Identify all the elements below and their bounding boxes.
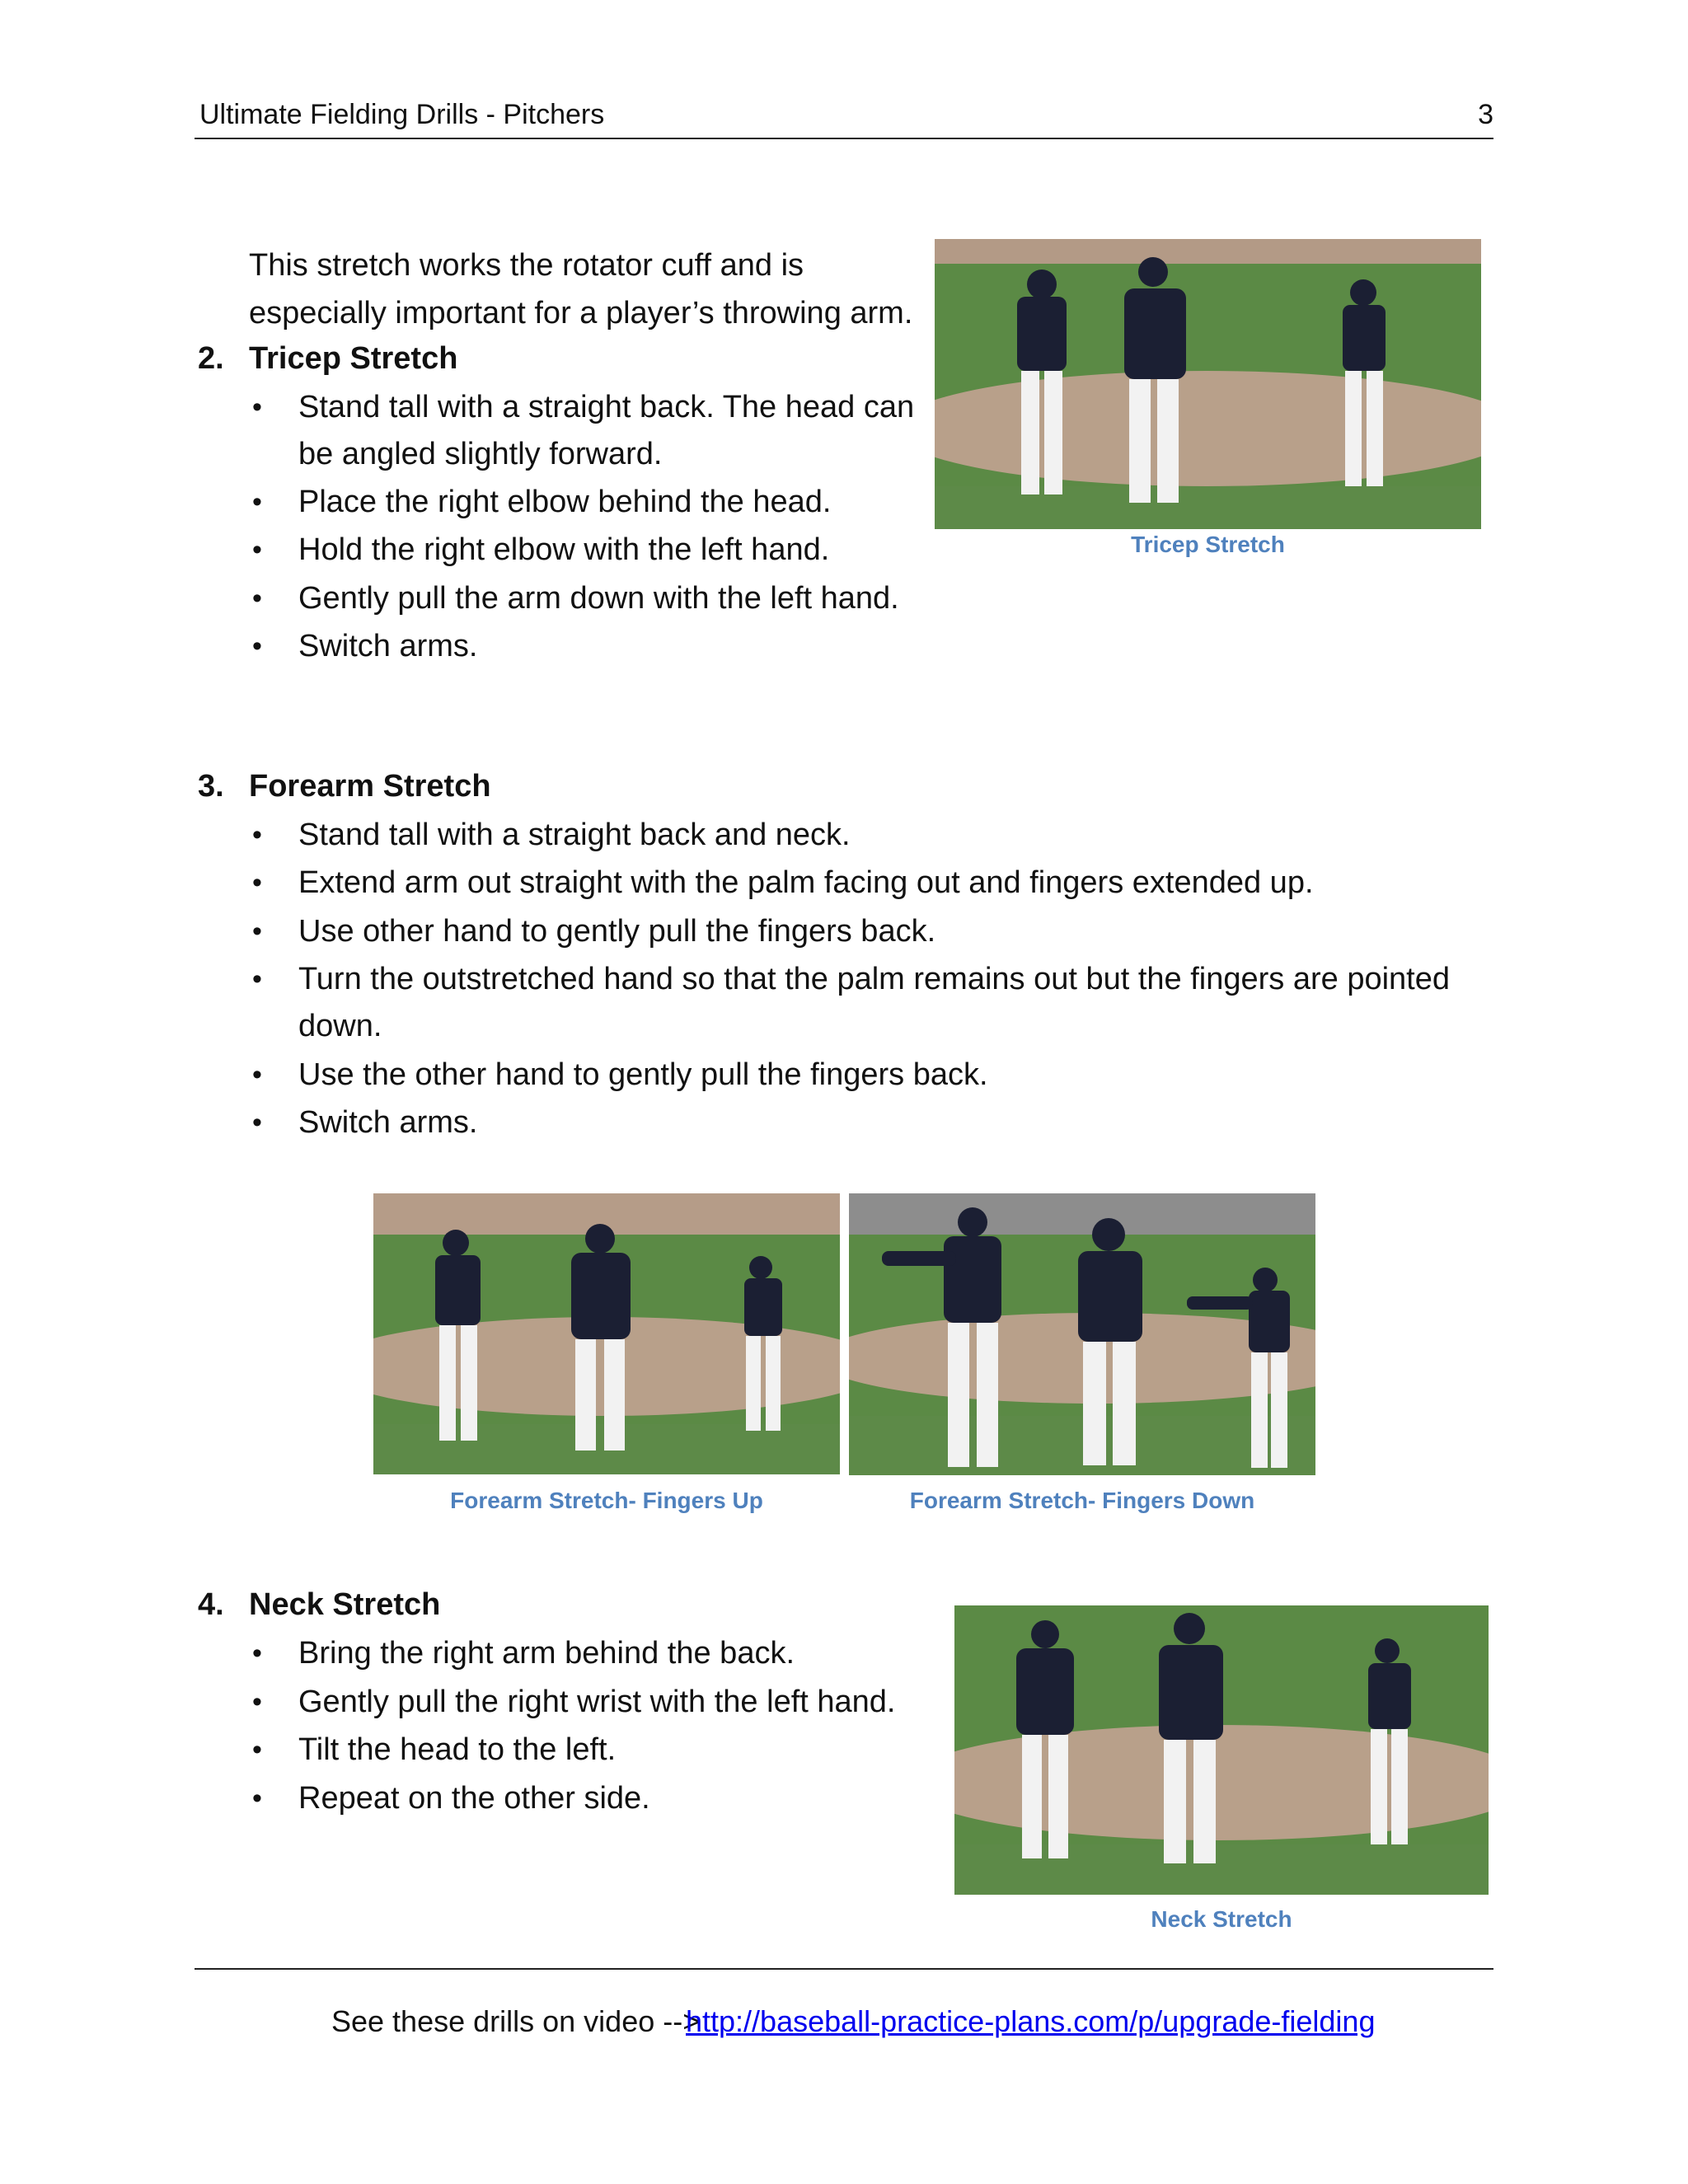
list-item: • Hold the right elbow with the left hand. [298, 526, 829, 574]
bullet-icon: • [252, 1734, 262, 1765]
caption-neck: Neck Stretch [1151, 1906, 1292, 1932]
list-item: • Repeat on the other side. [298, 1774, 650, 1822]
list-item: • Use other hand to gently pull the fingers back. [298, 907, 935, 955]
intro-line-2: especially important for a player’s throwing arm. [249, 296, 913, 330]
list-item: • Switch arms. [298, 1099, 477, 1146]
list-item: • Place the right elbow behind the head. [298, 478, 831, 526]
caption-forearm-fingers-up: Forearm Stretch- Fingers Up [450, 1488, 763, 1513]
list-item: • Use the other hand to gently pull the fingers back. [298, 1051, 988, 1099]
intro-line-1: This stretch works the rotator cuff and is [249, 248, 804, 283]
bullet-icon: • [252, 1107, 262, 1138]
header-title: Ultimate Fielding Drills - Pitchers [199, 99, 605, 130]
bullet-icon: • [252, 963, 262, 995]
neck-stretch-photo [954, 1605, 1489, 1895]
list-item: • Gently pull the right wrist with the left hand. [298, 1678, 895, 1726]
bullet-icon: • [252, 486, 262, 518]
bullet-icon: • [252, 391, 262, 423]
footer-text: See these drills on video --> [331, 2004, 701, 2038]
bullet-icon: • [252, 630, 262, 662]
caption-tricep: Tricep Stretch [1131, 532, 1285, 557]
section-title-tricep: Tricep Stretch [249, 341, 458, 376]
list-item: • Bring the right arm behind the back. [298, 1629, 795, 1677]
bullet-icon: • [252, 867, 262, 898]
header-rule [195, 138, 1493, 139]
tricep-stretch-photo [935, 239, 1481, 529]
list-item: • Stand tall with a straight back and neck. [298, 811, 851, 859]
list-item: • Gently pull the arm down with the left hand. [298, 574, 899, 622]
list-item: • Switch arms. [298, 622, 477, 670]
forearm-fingers-up-photo [373, 1193, 840, 1474]
list-item: • Stand tall with a straight back. The head can [298, 383, 914, 431]
page-number: 3 [1478, 99, 1493, 130]
section-number: 3. [198, 769, 224, 804]
bullet-icon: • [252, 534, 262, 565]
list-item-continuation: down. [298, 1009, 382, 1043]
list-item-continuation: be angled slightly forward. [298, 437, 663, 471]
bullet-icon: • [252, 1638, 262, 1669]
list-item: • Turn the outstretched hand so that the palm remains out but the fingers are pointed [298, 955, 1450, 1003]
list-item: • Tilt the head to the left. [298, 1726, 616, 1774]
section-title-neck: Neck Stretch [249, 1587, 441, 1622]
bullet-icon: • [252, 1059, 262, 1090]
upgrade-fielding-link[interactable]: http://baseball-practice-plans.com/p/upgrade-fielding [686, 2004, 1376, 2038]
section-number: 4. [198, 1587, 224, 1622]
bullet-icon: • [252, 583, 262, 614]
list-item: • Extend arm out straight with the palm facing out and fingers extended up. [298, 859, 1314, 907]
caption-forearm-fingers-down: Forearm Stretch- Fingers Down [909, 1488, 1255, 1513]
bullet-icon: • [252, 1783, 262, 1814]
bullet-icon: • [252, 819, 262, 851]
section-number: 2. [198, 341, 224, 376]
footer-rule [195, 1968, 1493, 1970]
forearm-fingers-down-photo [849, 1193, 1315, 1475]
bullet-icon: • [252, 916, 262, 947]
bullet-icon: • [252, 1686, 262, 1718]
section-title-forearm: Forearm Stretch [249, 769, 491, 804]
